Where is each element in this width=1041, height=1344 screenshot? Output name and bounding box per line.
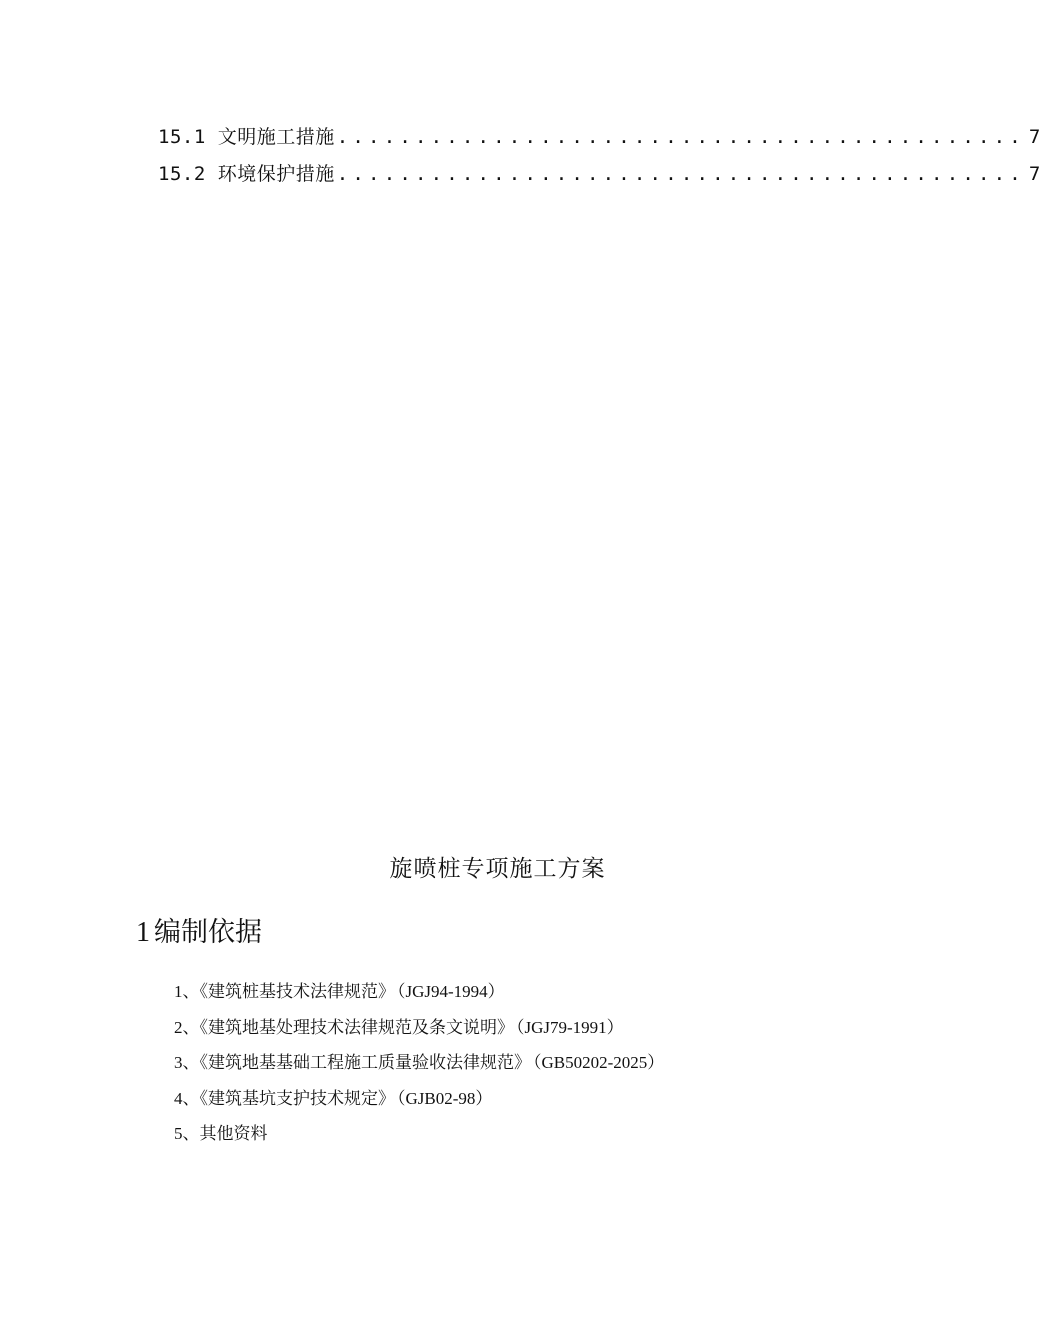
toc-entry-number: 15.2 xyxy=(158,163,206,185)
toc-entry[interactable] xyxy=(158,122,1041,159)
reference-title: 其他资料 xyxy=(199,1124,268,1143)
reference-index: 4、 xyxy=(174,1088,200,1108)
reference-index: 1、 xyxy=(174,982,200,1001)
section-title: 编制依据 xyxy=(154,917,262,948)
document-title: 旋喷桩专项施工方案 xyxy=(389,856,606,882)
reference-index: 3、 xyxy=(174,1053,200,1072)
toc-entry-number: 15.1 xyxy=(158,126,206,148)
reference-title: 《建筑桩基技术法律规范》 xyxy=(199,982,395,1001)
reference-item xyxy=(174,1014,664,1050)
reference-title: 《建筑地基基础工程施工质量验收法律规范》 xyxy=(199,1053,531,1072)
toc-entry[interactable] xyxy=(158,159,1041,196)
toc-entry-page: 7 xyxy=(1028,163,1041,185)
reference-list xyxy=(174,978,664,1156)
section-heading xyxy=(136,910,262,949)
reference-code: （JGJ79-1991） xyxy=(516,1017,624,1037)
reference-index: 2、 xyxy=(174,1017,200,1037)
reference-index: 5、 xyxy=(174,1124,200,1143)
reference-item xyxy=(174,978,664,1014)
toc-entry-page: 7 xyxy=(1028,126,1041,148)
table-of-contents xyxy=(158,122,1041,196)
section-number: 1 xyxy=(136,917,150,948)
reference-item xyxy=(174,1120,664,1156)
toc-entry-title: 环境保护措施 xyxy=(217,163,335,185)
reference-code: （JGJ94-1994） xyxy=(397,982,505,1001)
reference-title: 《建筑地基处理技术法律规范及条文说明》 xyxy=(199,1017,514,1037)
reference-item xyxy=(174,1049,664,1085)
toc-leader-dots: ............................................ xyxy=(336,163,1025,185)
reference-code: （GJB02-98） xyxy=(397,1088,493,1108)
reference-title: 《建筑基坑支护技术规定》 xyxy=(199,1088,395,1108)
reference-item xyxy=(174,1085,664,1121)
reference-code: （GB50202-2025） xyxy=(533,1053,665,1072)
toc-entry-title: 文明施工措施 xyxy=(217,126,335,148)
toc-leader-dots: ............................................ xyxy=(336,126,1025,148)
